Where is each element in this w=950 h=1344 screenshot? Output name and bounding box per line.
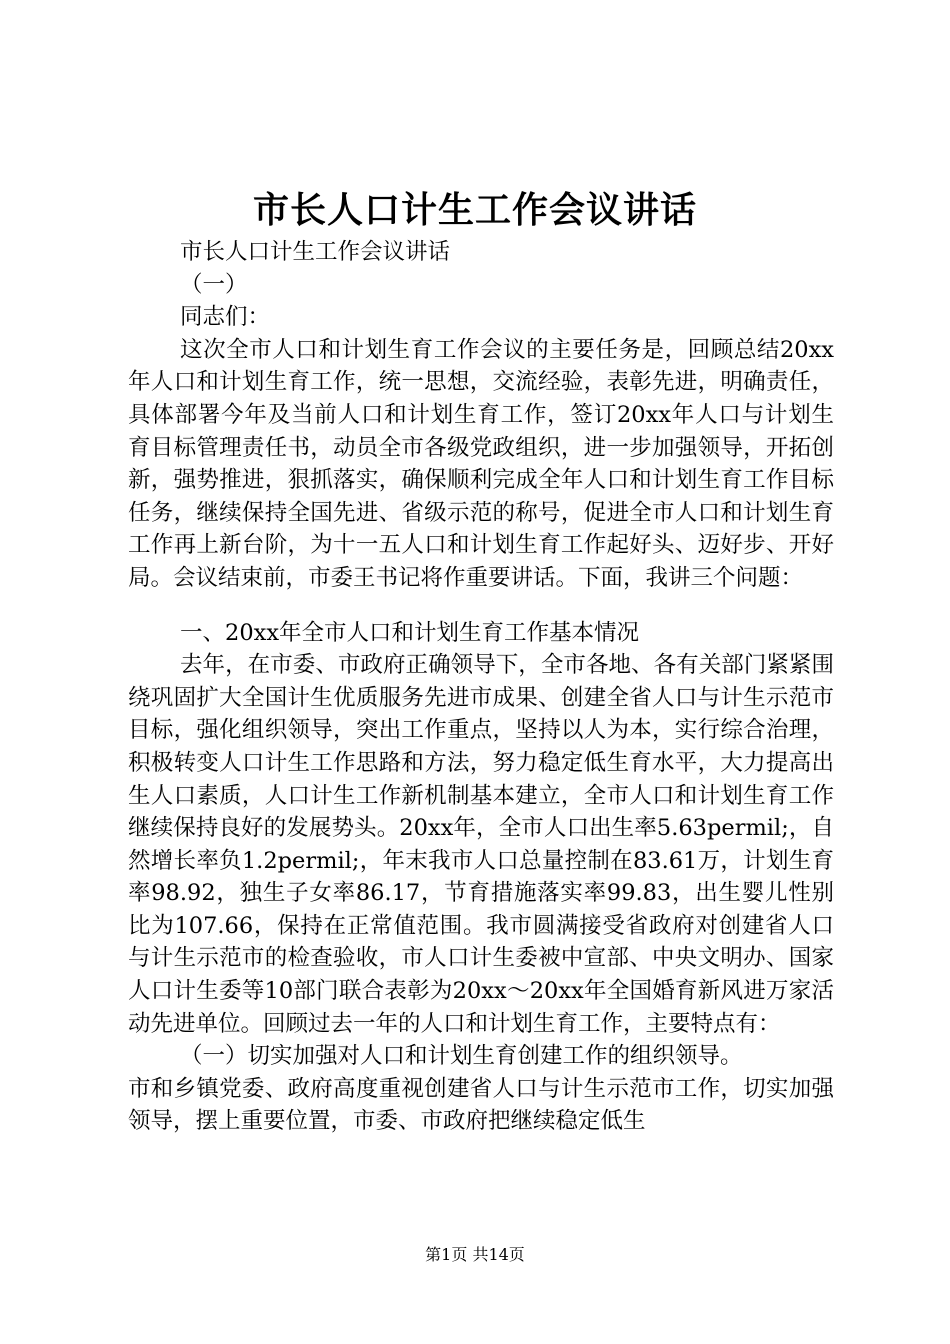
subtitle: 市长人口计生工作会议讲话 xyxy=(180,239,451,265)
salutation: 同志们： xyxy=(180,304,271,331)
document-body xyxy=(128,236,834,1138)
page-footer: 第1页 共14页 xyxy=(425,1245,525,1264)
subsection-heading: （一）切实加强对人口和计划生育创建工作的组织领导。 xyxy=(180,1043,743,1070)
section-number: （一） xyxy=(180,271,248,298)
document-title: 市长人口计生工作会议讲话 xyxy=(252,189,697,231)
body-paragraph: 去年，在市委、市政府正确领导下，全市各地、各有关部门紧紧围绕巩固扩大全国计生优质服务先进市成果、创建全省人口与计生示范市目标，强化组织领导，突出工作重点，坚持以人为本，实行综合治理，积极转变人口计生工作思路和方法，努力稳定低生育水平，大力提高出生人口素质，人口计生工作新机制基本建立，全市人口和计划生育工作继续保持良好的发展势头。20xx年，全市人口出生率5.63permil;，自然增长率负1.2permil;，年末我市人口总量控制在83.61万，计划生育率98.92，独生子女率86.17，节育措施落实率99.83，出生婴儿性别比为107.66，保持在正常值范围。我市圆满接受省政府对创建省人口与计生示范市的检查验收，市人口计生委被中宣部、中央文明办、国家人口计生委等10部门联合表彰为20xx～20xx年全国婚育新风进万家活动先进单位。回顾过去一年的人口和计划生育工作，主要特点有： xyxy=(128,652,834,1037)
paragraph-spacer xyxy=(128,595,834,617)
section-heading: 一、20xx年全市人口和计划生育工作基本情况 xyxy=(180,619,640,646)
intro-paragraph: 这次全市人口和计划生育工作会议的主要任务是，回顾总结20xx年人口和计划生育工作，统一思想，交流经验，表彰先进，明确责任，具体部署今年及当前人口和计划生育工作，签订20xx年人口与计划生育目标管理责任书，动员全市各级党政组织，进一步加强领导，开拓创新，强势推进，狠抓落实，确保顺利完成全年人口和计划生育工作目标任务，继续保持全国先进、省级示范的称号，促进全市人口和计划生育工作再上新台阶，为十一五人口和计划生育工作起好头、迈好步、开好局。会议结束前，市委王书记将作重要讲话。下面，我讲三个问题： xyxy=(128,336,834,591)
body-paragraph: 市和乡镇党委、政府高度重视创建省人口与计生示范市工作，切实加强领导，摆上重要位置，市委、市政府把继续稳定低生 xyxy=(128,1075,834,1135)
